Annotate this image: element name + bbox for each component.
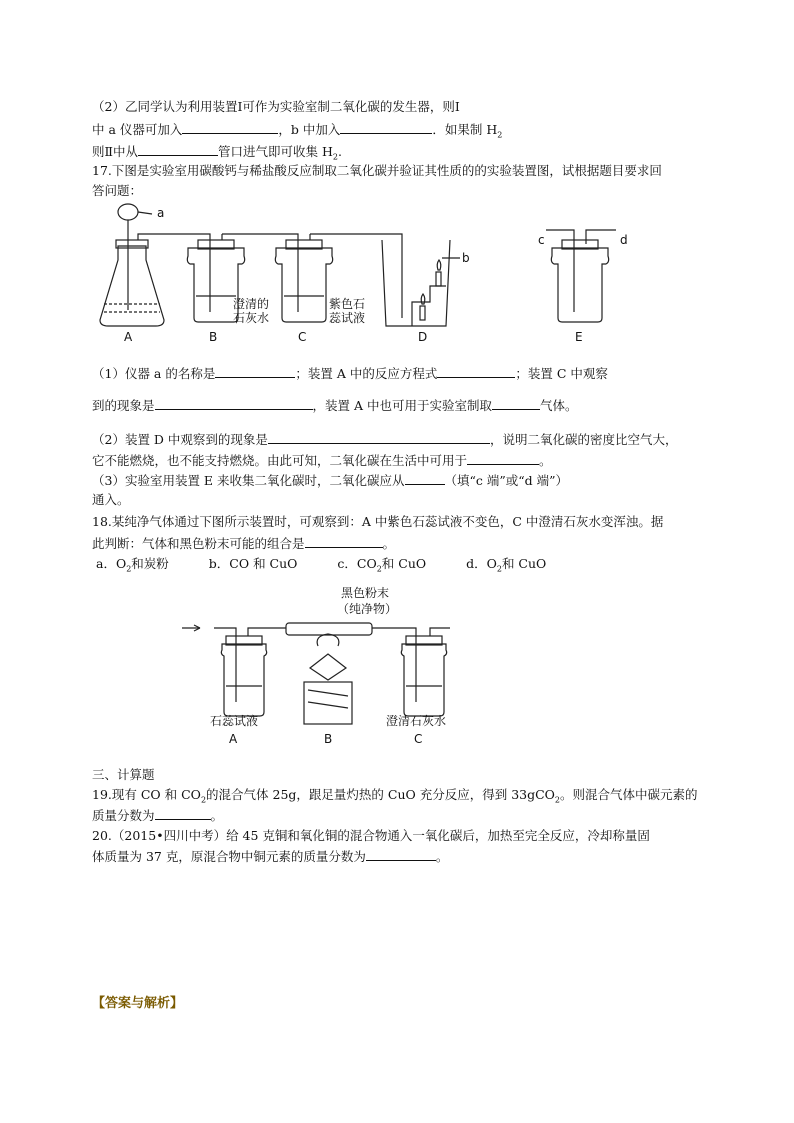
a-name: 石蕊试液 [210, 714, 259, 728]
option-a[interactable]: a．$O_2$和炭粉 [96, 556, 169, 574]
q19-line1: 19.现有 CO 和 $CO_2$的混合气体 25g，跟足量灼热的 CuO 充分反应，得到 33gCO$_2$。则混合气体中碳元素的 [92, 787, 698, 805]
fig-label-C: C [298, 330, 307, 344]
fig2-label-C: C [414, 732, 423, 746]
q17-p2-line1: （2）装置 D 中观察到的现象是 ，说明二氧化碳的密度比空气大， [92, 432, 678, 447]
powder-label2: （纯净物） [337, 602, 398, 616]
q20-line2: 体质量为 37 克，原混合物中铜元素的质量分数为 。 [92, 849, 449, 864]
apparatus-drawing [90, 200, 650, 350]
option-b[interactable]: b．CO 和 CuO [208, 556, 298, 571]
c-name: 澄清石灰水 [386, 714, 447, 728]
blank[interactable] [305, 534, 383, 548]
fig-label-E: E [575, 330, 583, 344]
q18-options [96, 555, 546, 579]
q17-intro1: 17.下图是实验室用碳酸钙与稀盐酸反应制取二氧化碳并验证其性质的的实验装置图，试根据题目要求回 [92, 163, 662, 178]
fig2-label-B: B [324, 732, 333, 746]
q18-line2: 此判断：气体和黑色粉末可能的组合是 。 [92, 536, 396, 551]
q16-line3: 则Ⅱ中从 管口进气即可收集 $H_2$. [92, 144, 342, 162]
q17-p1-line1: （1）仪器 a 的名称是 ；装置 A 中的反应方程式 ；装置 C 中观察 [92, 366, 608, 381]
blank[interactable] [492, 396, 540, 410]
c-text1: 紫色石 [329, 297, 366, 311]
b-text2: 石灰水 [233, 311, 270, 325]
option-c[interactable]: c．$CO_2$和 CuO [337, 556, 427, 574]
q17-p2-line2: 它不能燃烧，也不能支持燃烧。由此可知，二氧化碳在生活中可用于 。 [92, 453, 552, 468]
blank[interactable] [138, 142, 218, 156]
fig-label-B: B [209, 330, 218, 344]
q16-line1: （2）乙同学认为利用装置Ⅰ可作为实验室制二氧化碳的发生器，则Ⅰ [92, 99, 460, 114]
label-c: c [538, 233, 545, 247]
blank[interactable] [366, 847, 436, 861]
fig2-label-A: A [229, 732, 238, 746]
q17-p1-line2: 到的现象是 ，装置 A 中也可用于实验室制取 气体。 [92, 398, 578, 413]
blank[interactable] [155, 396, 313, 410]
q20-line1: 20.（2015•四川中考）给 45 克铜和氧化铜的混合物通入一氧化碳后，加热至完全反应，冷却称量固 [92, 828, 650, 843]
label-d: d [620, 233, 628, 247]
blank[interactable] [155, 806, 211, 820]
powder-label1: 黑色粉末 [341, 586, 390, 600]
q17-p3-line2: 通入。 [92, 492, 130, 507]
q17-intro2: 答问题： [92, 183, 143, 198]
blank[interactable] [467, 451, 539, 465]
section-title: 三、计算题 [92, 767, 155, 782]
fig-label-A: A [124, 330, 133, 344]
blank[interactable] [215, 364, 295, 378]
c-text2: 蕊试液 [329, 311, 366, 325]
blank[interactable] [405, 471, 445, 485]
label-b: b [462, 251, 470, 265]
q19-line2: 质量分数为 。 [92, 808, 224, 823]
q16-line2: 中 a 仪器可加入 ，b 中加入 ．如果制 $H_2$ [92, 122, 503, 140]
b-text1: 澄清的 [233, 297, 270, 311]
fig-label-D: D [418, 330, 428, 344]
blank[interactable] [340, 120, 432, 134]
blank[interactable] [437, 364, 515, 378]
label-a: a [157, 206, 165, 220]
q18-drawing [178, 616, 478, 726]
q18-line1: 18.某纯净气体通过下图所示装置时，可观察到：A 中紫色石蕊试液不变色，C 中澄清石灰水变浑浊。据 [92, 514, 664, 529]
answer-header: 【答案与解析】 [92, 996, 184, 1011]
q17-p3-line1: （3）实验室用装置 E 来收集二氧化碳时，二氧化碳应从 （填“c 端”或“d 端”） [92, 473, 569, 488]
option-d[interactable]: d．$O_2$和 CuO [466, 556, 547, 574]
blank[interactable] [182, 120, 278, 134]
blank[interactable] [268, 430, 490, 444]
